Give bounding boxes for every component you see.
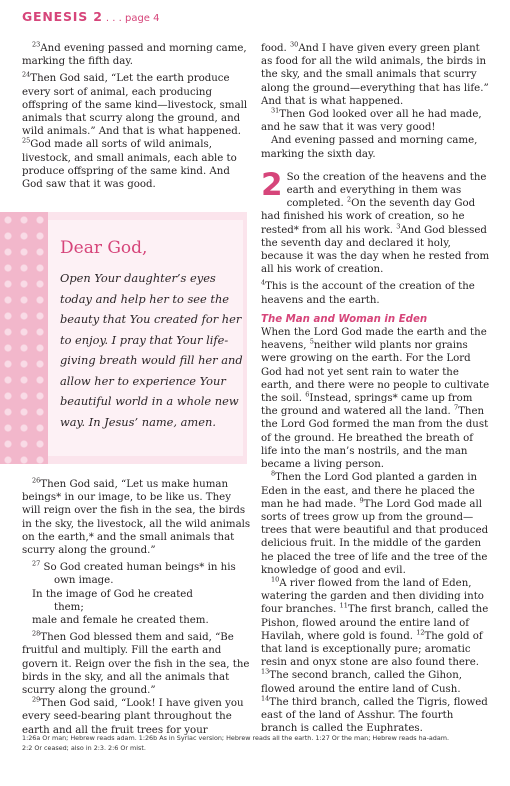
running-header <box>22 6 160 24</box>
verses-10-14: $^{10}$A river flowed from the land of Eden, watering the garden and then dividing into four branches. $^{11}$The first branch, called the Pishon, flowed around the entire land of Havilah, where gold is found. $^{12}$The gold of that land is exceptionally pure; aromatic resin and onyx stone are also found there. $^{13}$The second branch, called the Gihon, flowed around the entire land of Cush. $^{14}$The third branch, called the Tigris, flowed east of the land of Asshur. The fourth branch is called the Euphrates. <box>261 575 489 735</box>
left-column-bottom <box>22 478 252 737</box>
verses-8-9: $^8$Then the Lord God planted a garden in Eden in the east, and there he placed the man he had made. $^9$The Lord God made all sorts of trees grow up from the ground—trees that were beautiful and that produced delicious fruit. In the middle of the garden he placed the tree of life and the tree of the knowledge of good and evil. <box>261 469 489 576</box>
prayer-title: Dear God, <box>60 238 148 258</box>
verse-26: $^{26}$Then God said, “Let us make human beings* in our image, to be like us. They will reign over the fish in the sea, the birds in the sky, the livestock, all the wild animals on the earth,* and the small animals that scurry along the ground.” <box>22 476 251 557</box>
chapter-2-opening: 2 So the creation of the heavens and the earth and everything in them was completed. $^2$On the seventh day God had finished his work of creation, so he rested* from all his work. $^3$And God blessed the seventh day and declared it holy, because it was the day when he rested from all his work of creation. <box>261 166 490 276</box>
verse-31: $^{31}$Then God looked over all he had made, and he saw that it was very good! <box>261 106 482 134</box>
footnote-line-1: 1:26a Or man; Hebrew reads adam. 1:26b As in Syriac version; Hebrew reads all the earth. 1:27 Or the man; Hebrew reads ha-adam. <box>22 734 450 742</box>
verse-29: $^{29}$Then God said, “Look! I have given you every seed-bearing plant throughout the earth and all the fruit trees for your <box>22 695 244 736</box>
prayer-pattern-strip <box>0 212 48 464</box>
chapter-number: 2 <box>261 166 283 203</box>
verse-31-evening: And evening passed and morning came, marking the sixth day. <box>261 135 478 160</box>
right-column <box>261 42 491 735</box>
verse-23: $^{23}$And evening passed and morning came, marking the fifth day. <box>22 40 247 68</box>
verse-30: food. $^{30}$And I have given every green plant as food for all the wild animals, the birds in the sky, and the small animals that scurry along the ground—everything that has life.” And that is what happened. <box>261 40 489 107</box>
book-chapter-title: GENESIS 2 <box>22 9 103 24</box>
verse-28: $^{28}$Then God blessed them and said, “Be fruitful and multiply. Fill the earth and govern it. Reign over the fish in the sea, the birds in the sky, and all the animals that scurry along the ground.” <box>22 629 250 697</box>
footnote-line-2: 2:2 Or ceased; also in 2:3. 2:6 Or mist. <box>22 743 146 752</box>
verses-5-7: When the Lord God made the earth and the heavens, $^5$neither wild plants nor grains were growing on the earth. For the Lord God had not yet sent rain to water the earth, and there were no people to cultivate the soil. $^6$Instead, springs* came up from the ground and watered all the land. $^7$Then the Lord God formed the man from the dust of the ground. He breathed the breath of life into the man’s nostrils, and the man became a living person. <box>261 327 490 471</box>
section-heading: The Man and Woman in Eden <box>261 313 428 325</box>
left-column-top <box>22 42 252 191</box>
page-indicator: . . . page 4 <box>102 13 160 24</box>
verse-4: $^4$This is the account of the creation of the heavens and the earth. <box>261 279 475 306</box>
prayer-text: Open Your daughter’s eyes today and help her to see the beauty that You created for her to enjoy. I pray that Your life-giving breath would fill her and allow her to experience Your beautiful world in a whole new way. In Jesus’ name, amen. <box>60 271 243 429</box>
verse-27-poem: $^{27}$ So God created human beings* in his own image. In the image of God he created them; male and female he created them. <box>32 559 236 627</box>
footnotes <box>22 734 492 753</box>
verse-24-25: $^{24}$Then God said, “Let the earth produce every sort of animal, each producing offspring of the same kind—livestock, small animals that scurry along the ground, and wild animals.” And that is what happened. $^{25}$God made all sorts of wild animals, livestock, and small animals, each able to produce offspring of the same kind. And God saw that it was good. <box>22 71 248 191</box>
